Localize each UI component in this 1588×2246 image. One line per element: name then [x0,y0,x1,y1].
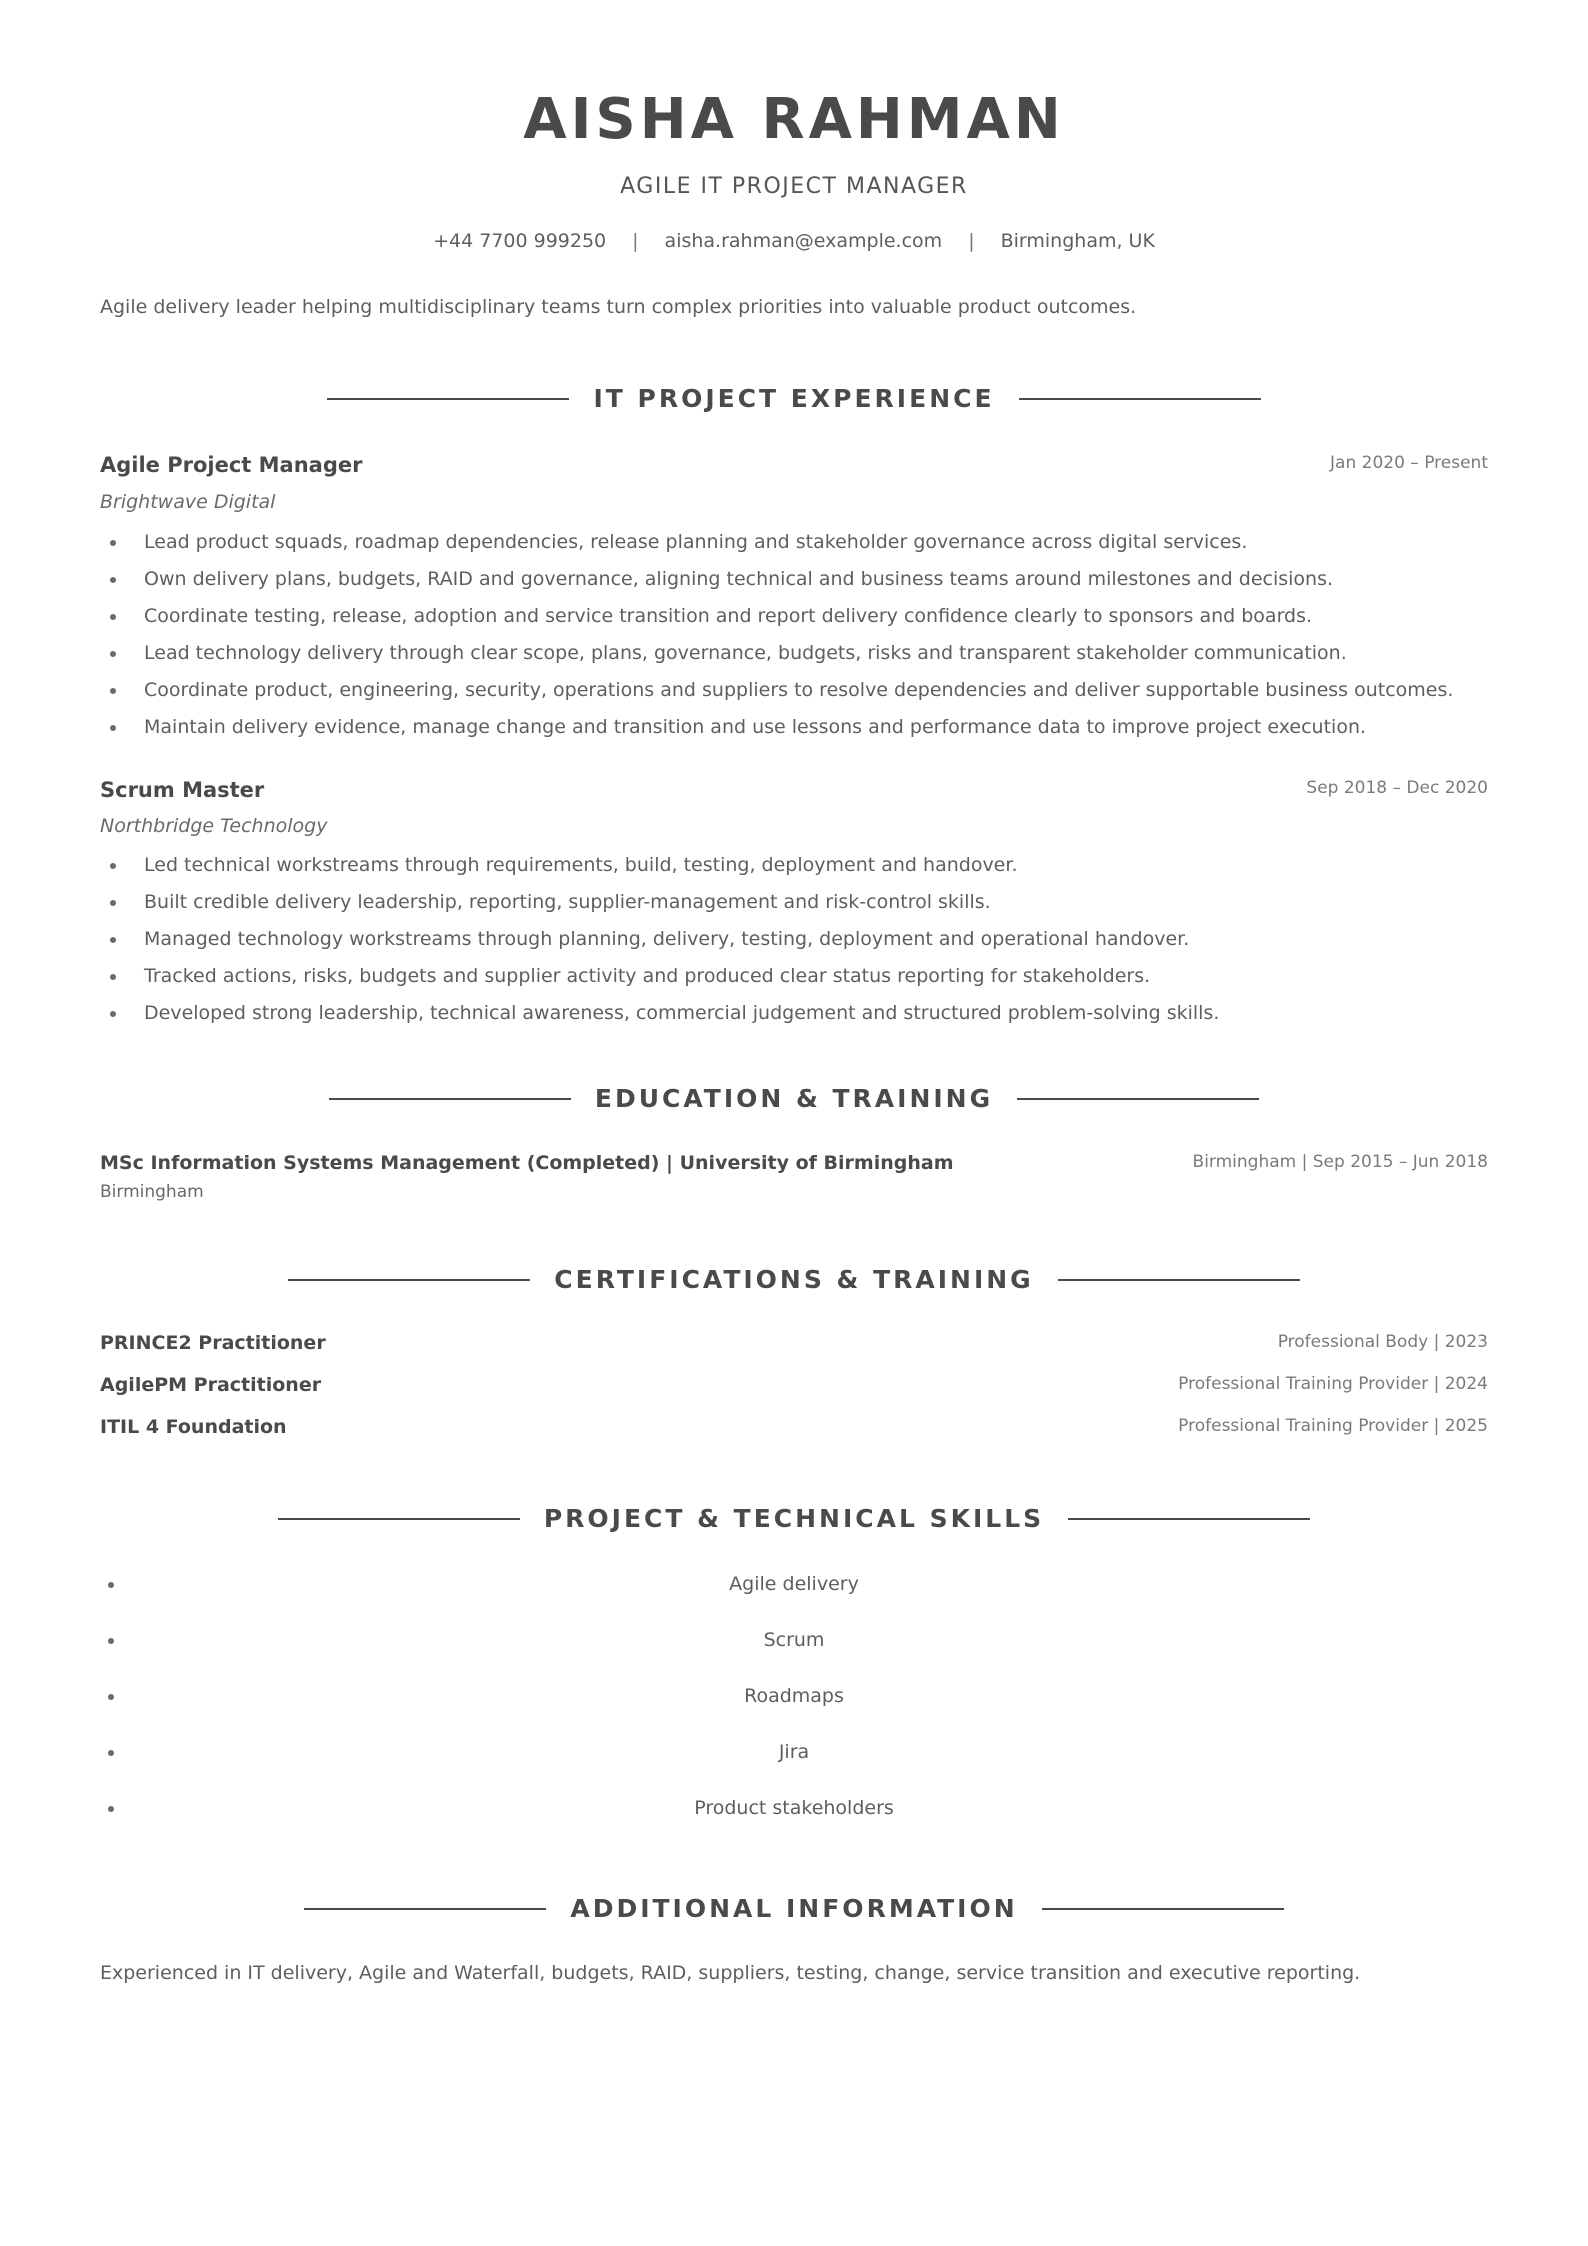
bullet-item: Led technical workstreams through requirements, build, testing, deployment and handover. [100,847,1490,884]
email-address: aisha.rahman@example.com [664,230,943,252]
degree-meta: Birmingham | Sep 2015 – Jun 2018 [1192,1152,1488,1172]
heading-rule [329,1098,571,1100]
heading-rule [1017,1098,1259,1100]
heading-rule [278,1518,520,1520]
heading-rule [1068,1518,1310,1520]
degree-location: Birmingham [100,1182,204,1202]
bullet-item: Lead product squads, roadmap dependencies, release planning and stakeholder governance across digital services. [100,524,1490,561]
skills-list [100,1556,1488,1836]
section-title: EDUCATION & TRAINING [594,1084,994,1113]
contact-line [0,226,1588,256]
skill-item: Agile delivery [100,1556,1488,1612]
job-dates: Jan 2020 – Present [1330,453,1488,473]
job-company: Brightwave Digital [100,491,276,513]
headline: AGILE IT PROJECT MANAGER [620,174,968,199]
heading-rule [1042,1908,1284,1910]
bullet-item: Own delivery plans, budgets, RAID and governance, aligning technical and business teams around milestones and decisions. [100,561,1490,598]
contact-separator: | [968,230,975,252]
section-heading-experience [0,379,1588,419]
section-heading-education [0,1079,1588,1119]
job-bullets [100,524,1490,746]
additional-info: Experienced in IT delivery, Agile and Waterfall, budgets, RAID, suppliers, testing, change, service transition and executive reporting. [100,1962,1361,1984]
certification-meta: Professional Training Provider | 2025 [1178,1416,1488,1436]
section-title: IT PROJECT EXPERIENCE [593,384,995,413]
section-title: ADDITIONAL INFORMATION [570,1894,1018,1923]
bullet-item: Lead technology delivery through clear scope, plans, governance, budgets, risks and transparent stakeholder communication. [100,635,1490,672]
heading-rule [304,1908,546,1910]
bullet-item: Developed strong leadership, technical awareness, commercial judgement and structured problem-solving skills. [100,995,1490,1032]
skill-item: Roadmaps [100,1668,1488,1724]
section-title: CERTIFICATIONS & TRAINING [554,1265,1034,1294]
bullet-item: Coordinate product, engineering, security, operations and suppliers to resolve dependencies and deliver supportable business outcomes. [100,672,1490,709]
job-company: Northbridge Technology [100,815,328,837]
certification-meta: Professional Body | 2023 [1277,1332,1488,1352]
phone-number: +44 7700 999250 [433,230,607,252]
job-dates: Sep 2018 – Dec 2020 [1306,778,1488,798]
bullet-item: Managed technology workstreams through planning, delivery, testing, deployment and operational handover. [100,921,1490,958]
bullet-item: Maintain delivery evidence, manage change and transition and use lessons and performance data to improve project execution. [100,709,1490,746]
location: Birmingham, UK [1000,230,1155,252]
job-title: Agile Project Manager [100,453,363,477]
heading-rule [1058,1279,1300,1281]
certification-name: ITIL 4 Foundation [100,1416,287,1438]
skill-item: Product stakeholders [100,1780,1488,1836]
degree-title: MSc Information Systems Management (Completed) | University of Birmingham [100,1152,954,1174]
section-heading-additional [0,1889,1588,1929]
summary: Agile delivery leader helping multidisciplinary teams turn complex priorities into valuable product outcomes. [100,296,1137,318]
certification-meta: Professional Training Provider | 2024 [1178,1374,1488,1394]
heading-rule [288,1279,530,1281]
certification-name: AgilePM Practitioner [100,1374,322,1396]
skill-item: Scrum [100,1612,1488,1668]
contact-separator: | [632,230,639,252]
job-bullets [100,847,1490,1032]
section-heading-certifications [0,1260,1588,1300]
job-title: Scrum Master [100,778,265,802]
skill-item: Jira [100,1724,1488,1780]
section-title: PROJECT & TECHNICAL SKILLS [543,1504,1045,1533]
bullet-item: Coordinate testing, release, adoption and service transition and report delivery confidence clearly to sponsors and boards. [100,598,1490,635]
section-heading-skills [0,1499,1588,1539]
heading-rule [1019,398,1261,400]
bullet-item: Built credible delivery leadership, reporting, supplier-management and risk-control skills. [100,884,1490,921]
candidate-name: AISHA RAHMAN [523,87,1065,152]
heading-rule [327,398,569,400]
bullet-item: Tracked actions, risks, budgets and supplier activity and produced clear status reporting for stakeholders. [100,958,1490,995]
certification-name: PRINCE2 Practitioner [100,1332,326,1354]
